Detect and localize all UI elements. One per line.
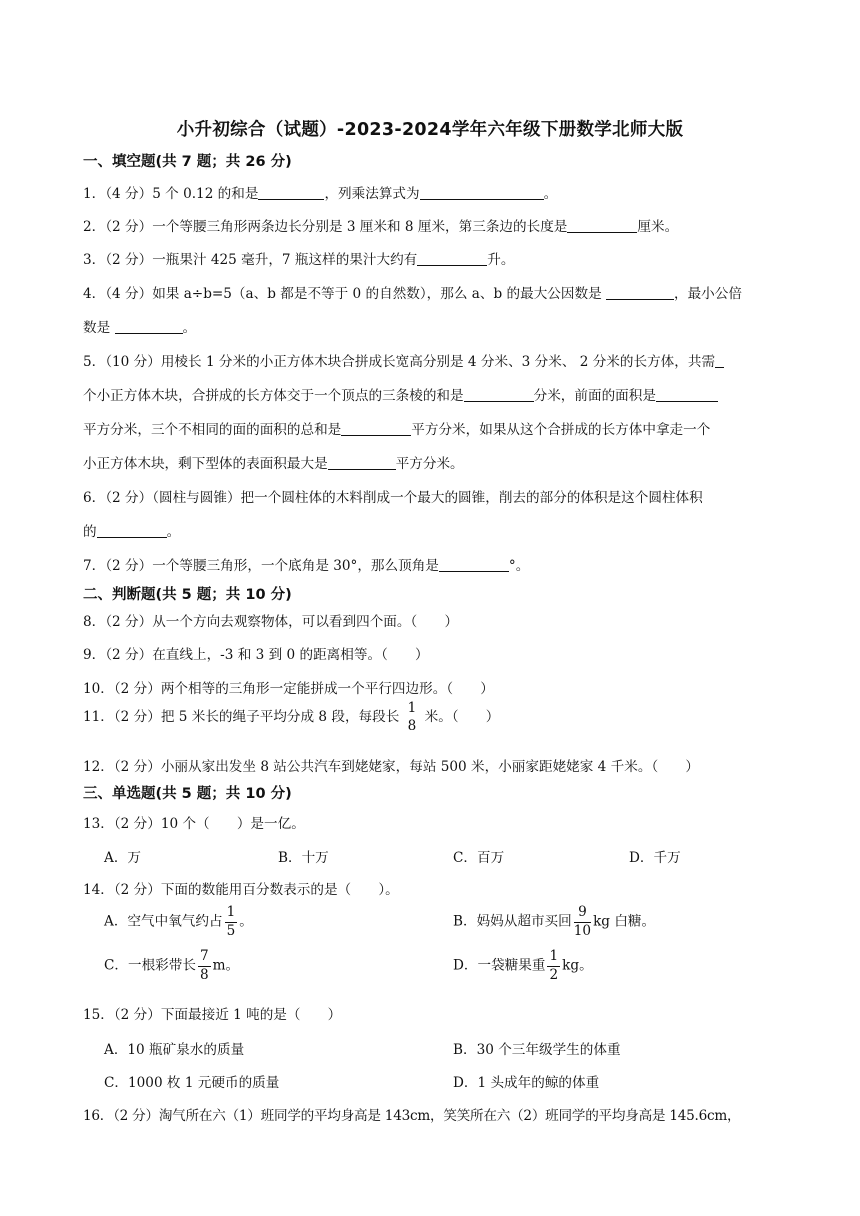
q15-option-b: B．30 个三年级学生的体重 bbox=[453, 1042, 621, 1058]
question-3 bbox=[83, 248, 514, 268]
fraction bbox=[198, 950, 211, 982]
answer-blank bbox=[258, 185, 324, 200]
q14-option-c bbox=[104, 950, 239, 982]
answer-blank bbox=[567, 218, 637, 233]
option-text: 。 bbox=[239, 913, 253, 930]
option-text: A．空气中氧气约占 bbox=[104, 913, 223, 930]
option-text: kg。 bbox=[562, 957, 593, 974]
q11-text-b: 米。（ ） bbox=[420, 709, 500, 726]
question-15: 15．（2 分）下面最接近 1 吨的是（ ） bbox=[83, 1007, 342, 1023]
question-4-line2 bbox=[83, 316, 196, 336]
q4-text-c: 数是 bbox=[83, 320, 115, 336]
question-5-line2 bbox=[83, 384, 718, 404]
q3-text-b: 升。 bbox=[487, 252, 515, 268]
question-5-line3 bbox=[83, 418, 710, 438]
q1-text-c: 。 bbox=[543, 186, 558, 202]
question-5-line1 bbox=[83, 350, 724, 370]
numerator: 1 bbox=[547, 950, 560, 967]
q6-line1: 6．（2 分）（圆柱与圆锥）把一个圆柱体的木料削成一个最大的圆锥，削去的部分的体积是这个圆柱体积 bbox=[83, 490, 703, 506]
question-5-line4 bbox=[83, 452, 464, 472]
answer-blank bbox=[97, 523, 167, 538]
q13-option-a: A．万 bbox=[104, 850, 142, 866]
answer-blank bbox=[439, 557, 509, 572]
q5-line2-b: 分米，前面的面积是 bbox=[533, 388, 656, 404]
fraction bbox=[574, 906, 591, 938]
q5-line4-b: 平方分米。 bbox=[395, 456, 464, 472]
answer-blank bbox=[341, 421, 411, 436]
question-8: 8．（2 分）从一个方向去观察物体，可以看到四个面。（ ） bbox=[83, 614, 459, 630]
q15-option-c: C．1000 枚 1 元硬币的质量 bbox=[104, 1075, 280, 1091]
q2-text-a: 2．（2 分）一个等腰三角形两条边长分别是 3 厘米和 8 厘米，第三条边的长度是 bbox=[83, 219, 568, 235]
answer-blank bbox=[606, 285, 674, 300]
numerator: 9 bbox=[574, 906, 591, 923]
option-text: kg 白糖。 bbox=[593, 913, 656, 930]
q5-line2-a: 个小正方体木块，合拼成的长方体交于一个顶点的三条棱的和是 bbox=[83, 388, 464, 404]
fraction bbox=[225, 906, 238, 938]
question-6-line2 bbox=[83, 520, 180, 540]
section-heading-fill: 一、填空题(共 7 题；共 26 分) bbox=[83, 154, 292, 170]
fraction bbox=[406, 702, 419, 733]
answer-blank bbox=[464, 387, 534, 402]
option-text: B．妈妈从超市买回 bbox=[453, 913, 572, 930]
question-16: 16．（2 分）淘气所在六（1）班同学的平均身高是 143cm，笑笑所在六（2）班同学的平均身高是 145.6cm， bbox=[83, 1108, 741, 1124]
q5-line4-a: 小正方体木块，剩下型体的表面积最大是 bbox=[83, 456, 328, 472]
q13-option-d: D．千万 bbox=[629, 850, 681, 866]
denominator: 8 bbox=[199, 966, 209, 983]
q6-line2-b: 。 bbox=[166, 524, 181, 540]
option-text: D．一袋糖果重 bbox=[453, 957, 546, 974]
q7-text-b: °。 bbox=[508, 558, 530, 574]
question-14: 14．（2 分）下面的数能用百分数表示的是（ ）。 bbox=[83, 882, 399, 898]
q15-option-d: D．1 头成年的鲸的体重 bbox=[453, 1075, 600, 1091]
answer-blank bbox=[115, 319, 183, 334]
section-heading-choice: 三、单选题(共 5 题；共 10 分) bbox=[83, 786, 292, 802]
q14-option-d bbox=[453, 950, 593, 982]
answer-blank bbox=[328, 455, 396, 470]
question-11 bbox=[83, 702, 499, 733]
q5-line1: 5．（10 分）用棱长 1 分米的小正方体木块合拼成长宽高分别是 4 分米、3 分米、 2 分米的长方体，共需 bbox=[83, 354, 716, 370]
question-13: 13．（2 分）10 个（ ）是一亿。 bbox=[83, 816, 305, 832]
question-10: 10．（2 分）两个相等的三角形一定能拼成一个平行四边形。（ ） bbox=[83, 681, 494, 697]
q14-option-b bbox=[453, 906, 655, 938]
answer-blank bbox=[715, 353, 724, 368]
denominator: 10 bbox=[573, 922, 592, 939]
fraction bbox=[547, 950, 560, 982]
question-1 bbox=[83, 182, 557, 202]
question-7 bbox=[83, 554, 529, 574]
q14-option-a bbox=[104, 906, 253, 938]
answer-blank bbox=[417, 251, 487, 266]
section-heading-judge: 二、判断题(共 5 题；共 10 分) bbox=[83, 587, 292, 603]
answer-blank bbox=[656, 387, 718, 402]
page-title: 小升初综合（试题）-2023-2024学年六年级下册数学北师大版 bbox=[176, 120, 684, 140]
denominator: 8 bbox=[407, 717, 417, 734]
q1-text-a: 1．（4 分）5 个 0.12 的和是 bbox=[83, 186, 259, 202]
q4-text-b: ，最小公倍 bbox=[673, 286, 742, 302]
question-2 bbox=[83, 215, 678, 235]
numerator: 1 bbox=[225, 906, 238, 923]
q2-text-b: 厘米。 bbox=[637, 219, 679, 235]
q3-text-a: 3．（2 分）一瓶果汁 425 毫升，7 瓶这样的果汁大约有 bbox=[83, 252, 418, 268]
q5-line3-b: 平方分米，如果从这个合拼成的长方体中拿走一个 bbox=[411, 422, 711, 438]
question-9: 9．（2 分）在直线上，-3 和 3 到 0 的距离相等。（ ） bbox=[83, 647, 429, 663]
q1-text-b: ，列乘法算式为 bbox=[324, 186, 420, 202]
option-text: C．一根彩带长 bbox=[104, 957, 196, 974]
q5-line3-a: 平方分米，三个不相同的面的面积的总和是 bbox=[83, 422, 342, 438]
q13-option-b: B．十万 bbox=[278, 850, 329, 866]
numerator: 1 bbox=[407, 700, 417, 716]
numerator: 7 bbox=[198, 950, 211, 967]
q6-line2-a: 的 bbox=[83, 524, 97, 540]
question-6-line1 bbox=[83, 486, 703, 506]
question-4-line1 bbox=[83, 282, 742, 302]
q13-option-c: C．百万 bbox=[453, 850, 505, 866]
option-text: m。 bbox=[212, 957, 240, 974]
q11-text-a: 11．（2 分）把 5 米长的绳子平均分成 8 段，每段长 bbox=[83, 709, 404, 726]
answer-blank bbox=[420, 185, 544, 200]
question-12: 12．（2 分）小丽从家出发坐 8 站公共汽车到姥姥家，每站 500 米，小丽家距姥姥家 4 千米。（ ） bbox=[83, 759, 699, 775]
denominator: 5 bbox=[226, 922, 236, 939]
q15-option-a: A．10 瓶矿泉水的质量 bbox=[104, 1042, 245, 1058]
q7-text-a: 7．（2 分）一个等腰三角形，一个底角是 30°，那么顶角是 bbox=[83, 558, 439, 574]
q4-text-d: 。 bbox=[182, 320, 197, 336]
denominator: 2 bbox=[549, 966, 559, 983]
q4-text-a: 4．（4 分）如果 a÷b=5（a、b 都是不等于 0 的自然数），那么 a、b 的最大公因数是 bbox=[83, 286, 606, 302]
